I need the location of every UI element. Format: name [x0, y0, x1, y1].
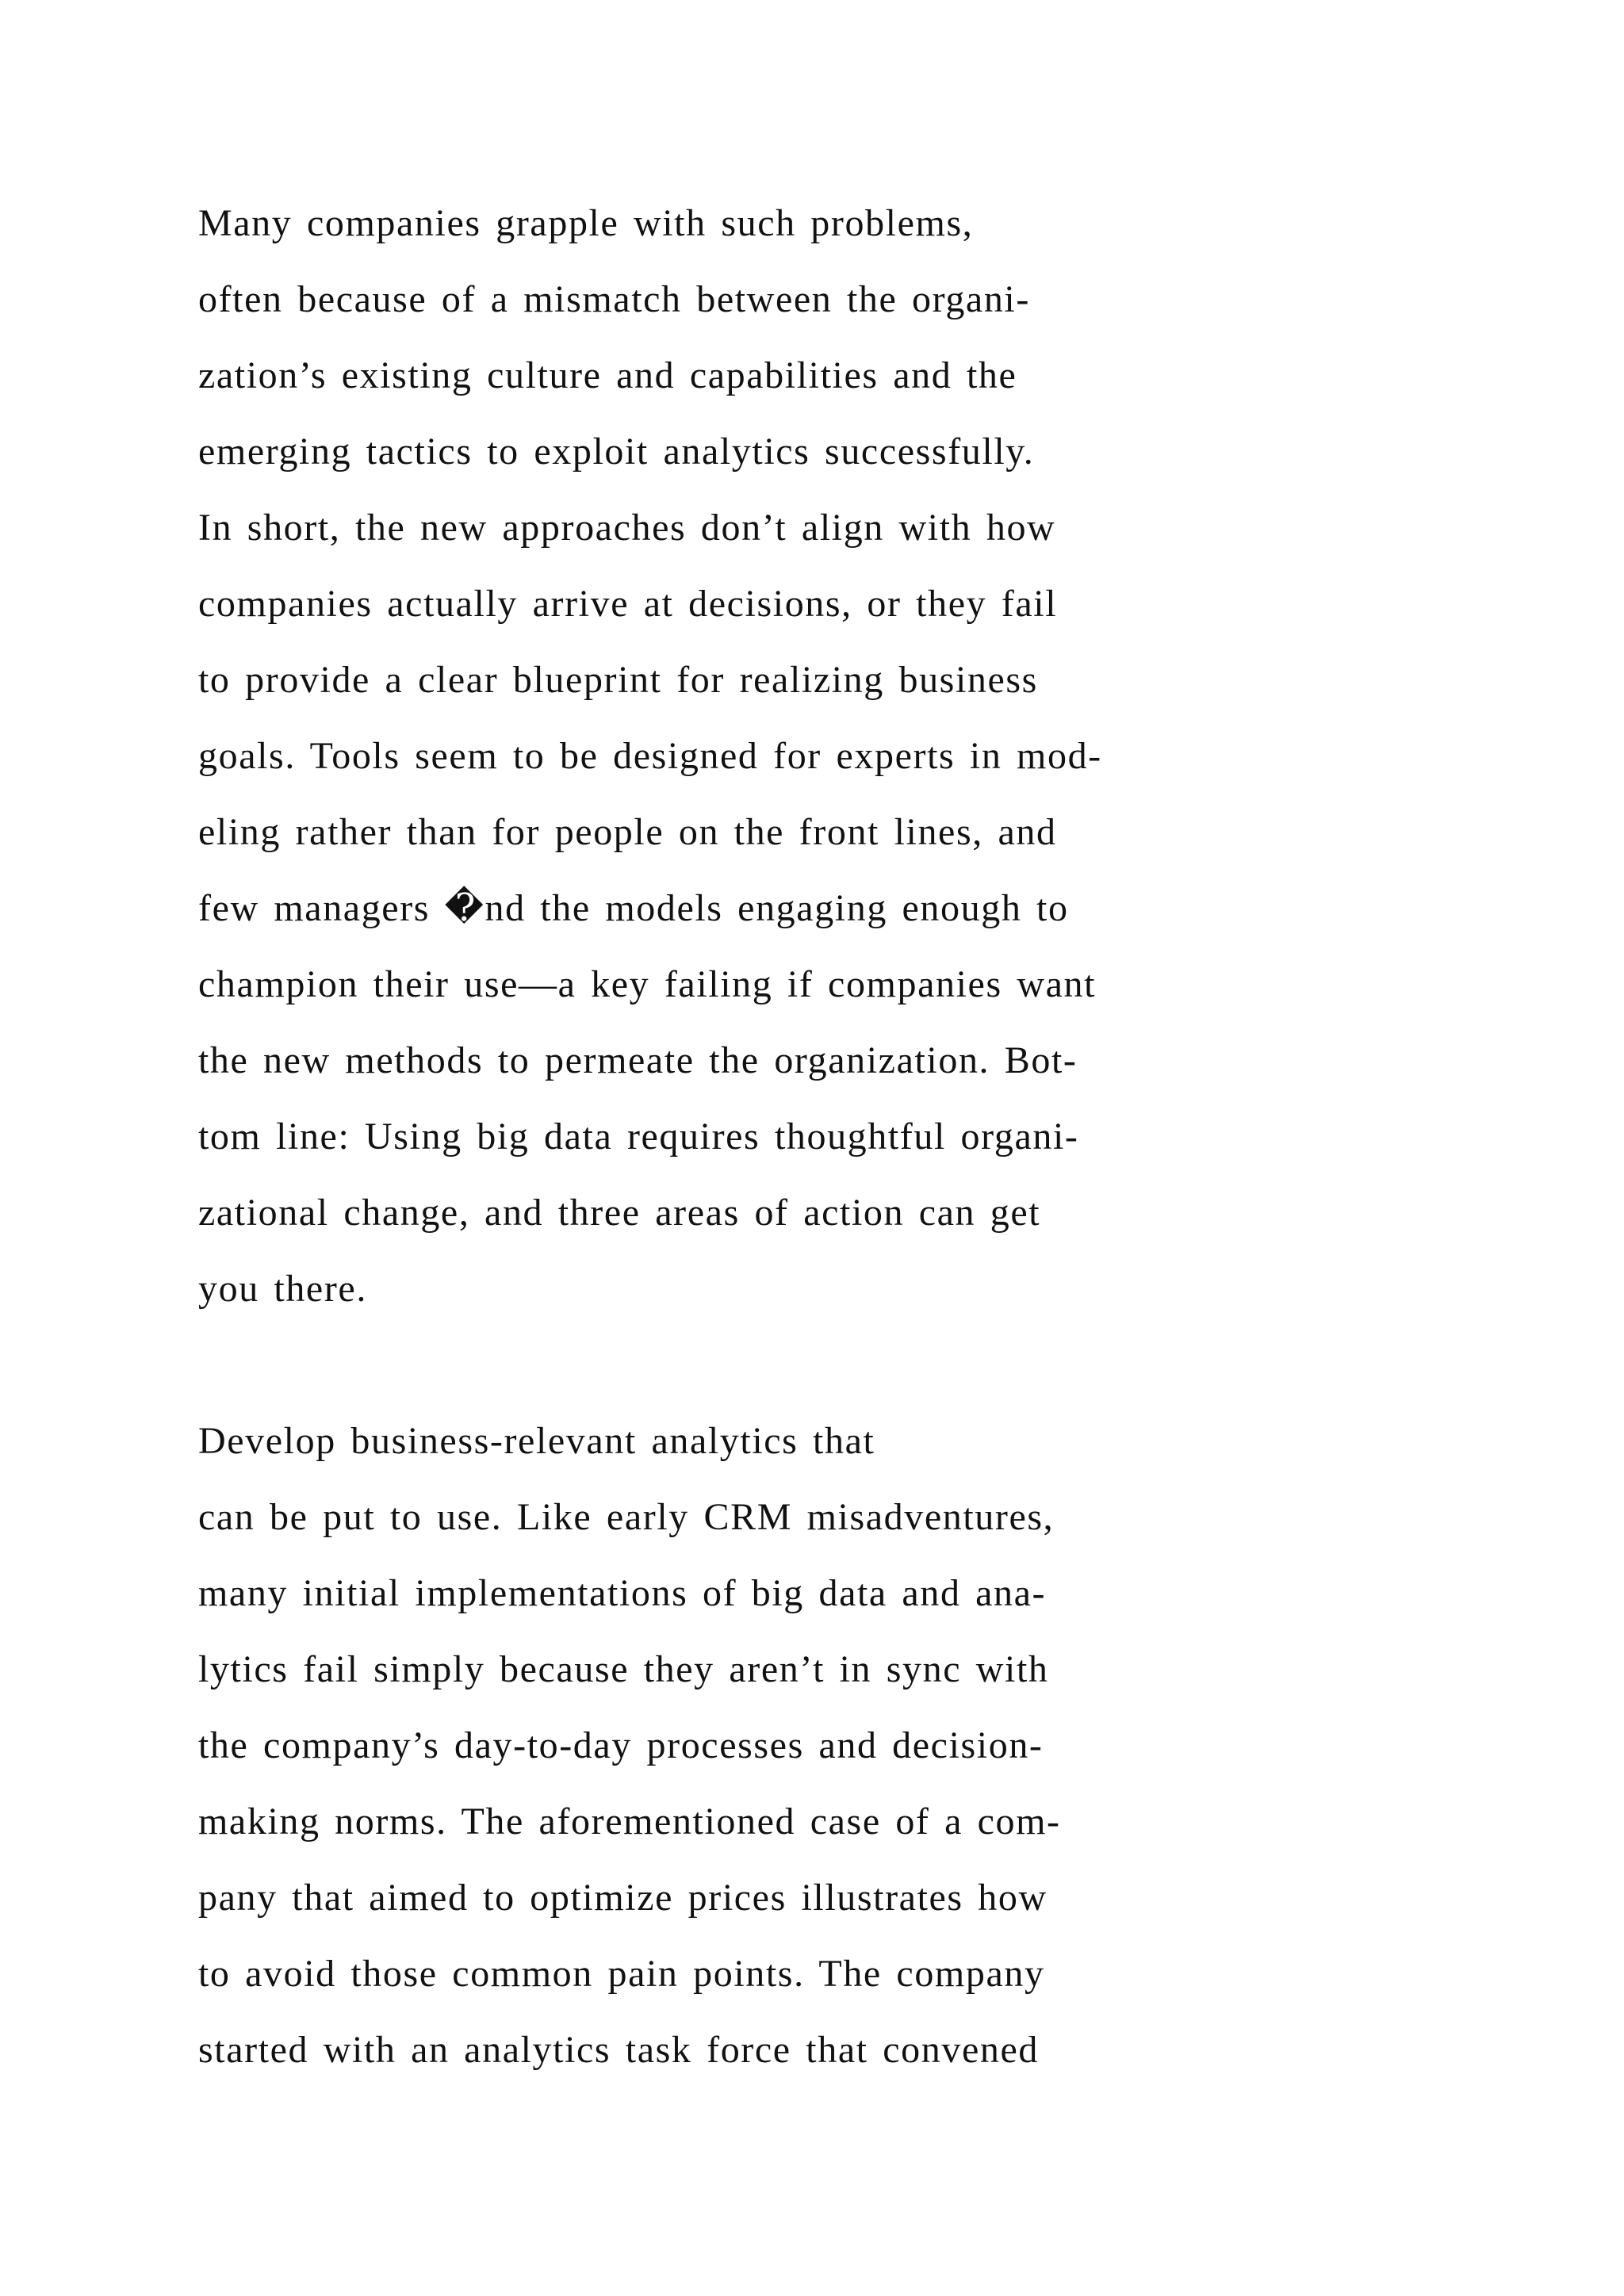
text-line: pany that aimed to optimize prices illustrates how — [198, 1877, 1048, 1919]
paragraph-organizational-problems — [198, 186, 1435, 1327]
text-line: the company’s day-to-day processes and decision- — [198, 1724, 1044, 1766]
text-line: Develop business-relevant analytics that — [198, 1420, 875, 1462]
text-line: the new methods to permeate the organization. Bot- — [198, 1039, 1078, 1081]
text-line: to provide a clear blueprint for realizing business — [198, 659, 1038, 701]
text-line: making norms. The aforementioned case of a com- — [198, 1800, 1061, 1843]
text-line: goals. Tools seem to be designed for experts in mod- — [198, 735, 1102, 777]
text-line: often because of a mismatch between the organi- — [198, 278, 1030, 320]
text-line: companies actually arrive at decisions, or they fail — [198, 583, 1058, 625]
text-line: Many companies grapple with such problems, — [198, 202, 974, 244]
text-line: to avoid those common pain points. The company — [198, 1953, 1045, 1995]
text-line: lytics fail simply because they aren’t in sync with — [198, 1648, 1049, 1690]
text-line: few managers �nd the models engaging enough to — [198, 887, 1069, 929]
text-line: In short, the new approaches don’t align with how — [198, 507, 1056, 549]
paragraph-business-relevant-analytics — [198, 1403, 1435, 2088]
text-line: started with an analytics task force that convened — [198, 2029, 1039, 2071]
text-line: eling rather than for people on the front lines, and — [198, 811, 1057, 853]
text-line: tom line: Using big data requires thoughtful organi- — [198, 1115, 1079, 1158]
text-line: zation’s existing culture and capabilities and the — [198, 354, 1017, 396]
text-line: you there. — [198, 1268, 367, 1310]
text-line: many initial implementations of big data and ana- — [198, 1572, 1047, 1614]
text-line: emerging tactics to exploit analytics successfully. — [198, 430, 1035, 473]
text-line: zational change, and three areas of action can get — [198, 1192, 1041, 1234]
text-line: can be put to use. Like early CRM misadventures, — [198, 1496, 1055, 1538]
text-line: champion their use—a key failing if companies want — [198, 963, 1097, 1005]
